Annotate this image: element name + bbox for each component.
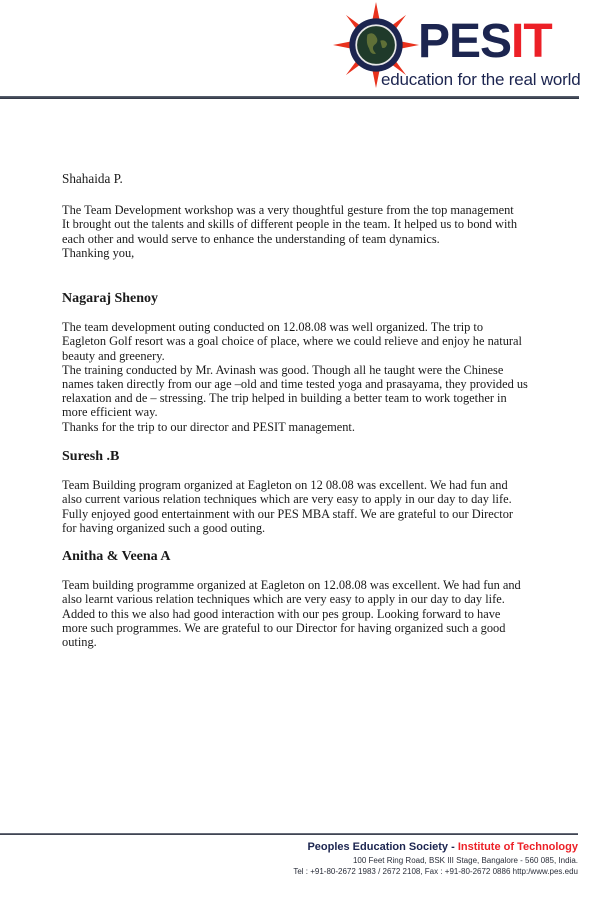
text-line: relaxation and de – stressing. The trip helped in building a better team to work together in xyxy=(62,391,507,406)
text-line: Team building programme organized at Eagleton on 12.08.08 was excellent. We had fun and xyxy=(62,578,521,593)
text-line: The Team Development workshop was a very thoughtful gesture from the top management xyxy=(62,203,514,218)
testimonial-nagaraj xyxy=(62,292,562,434)
text-line: beauty and greenery. xyxy=(62,348,165,363)
brand-pes: PES xyxy=(418,15,512,68)
testimonial-text xyxy=(62,478,562,535)
text-line: more such programmes. We are grateful to our Director for having organized such a good xyxy=(62,620,506,635)
text-line: for having organized such a good outing. xyxy=(62,520,266,535)
footer-divider xyxy=(0,833,578,835)
text-line: Team Building program organized at Eagleton on 12 08.08 was excellent. We had fun and xyxy=(62,478,508,493)
testimonial-text xyxy=(62,320,562,434)
text-line: Thanking you, xyxy=(62,245,135,260)
header-divider xyxy=(0,96,579,99)
text-line: It brought out the talents and skills of different people in the team. It helped us to bond with xyxy=(62,217,518,232)
institute-name: Institute of Technology xyxy=(457,841,578,853)
text-line: Eagleton Golf resort was a goal choice of place, where we could relieve and enjoy he natural xyxy=(62,334,522,349)
testimonial-author: Anitha & Veena A xyxy=(62,549,171,564)
text-line: The team development outing conducted on 12.08.08 was well organized. The trip to xyxy=(62,320,484,335)
globe xyxy=(356,25,396,65)
testimonial-shahaida xyxy=(62,172,562,260)
footer-organization xyxy=(307,841,578,853)
text-line: also learnt various relation techniques which are very easy to apply in our day to day life. xyxy=(62,592,505,607)
brand-it: IT xyxy=(511,15,552,68)
testimonial-suresh xyxy=(62,450,562,535)
footer-contact: Tel : +91-80-2672 1983 / 2672 2108, Fax : +91-80-2672 0886 http:/www.pes.edu xyxy=(293,867,578,876)
org-name: Peoples Education Society xyxy=(307,841,449,853)
text-line: names taken directly from our age –old and time tested yoga and prasayama, they provided us xyxy=(62,377,528,392)
text-line: outing. xyxy=(62,635,97,650)
testimonial-author: Suresh .B xyxy=(62,449,120,464)
testimonial-text xyxy=(62,578,562,649)
text-line: Thanks for the trip to our director and PESIT management. xyxy=(62,419,355,434)
testimonial-anitha-veena xyxy=(62,550,562,649)
testimonial-author: Nagaraj Shenoy xyxy=(62,291,159,306)
text-line: Added to this we also had good interaction with our pes group. Looking forward to have xyxy=(62,606,501,621)
text-line: each other and would serve to enhance the understanding of team dynamics. xyxy=(62,231,440,246)
text-line: Fully enjoyed good entertainment with our PES MBA staff. We are grateful to our Director xyxy=(62,506,514,521)
text-line: The training conducted by Mr. Avinash was good. Though all he taught were the Chinese xyxy=(62,362,504,377)
footer-address: 100 Feet Ring Road, BSK III Stage, Bangalore - 560 085, India. xyxy=(352,856,578,865)
testimonial-author: Shahaida P. xyxy=(62,171,123,186)
org-separator: - xyxy=(448,841,458,853)
text-line: more efficient way. xyxy=(62,405,158,420)
brand-wordmark xyxy=(418,15,552,68)
tagline: education for the real world xyxy=(381,70,581,89)
text-line: also current various relation techniques which are very easy to apply in our day to day life. xyxy=(62,492,512,507)
testimonial-text xyxy=(62,203,562,260)
